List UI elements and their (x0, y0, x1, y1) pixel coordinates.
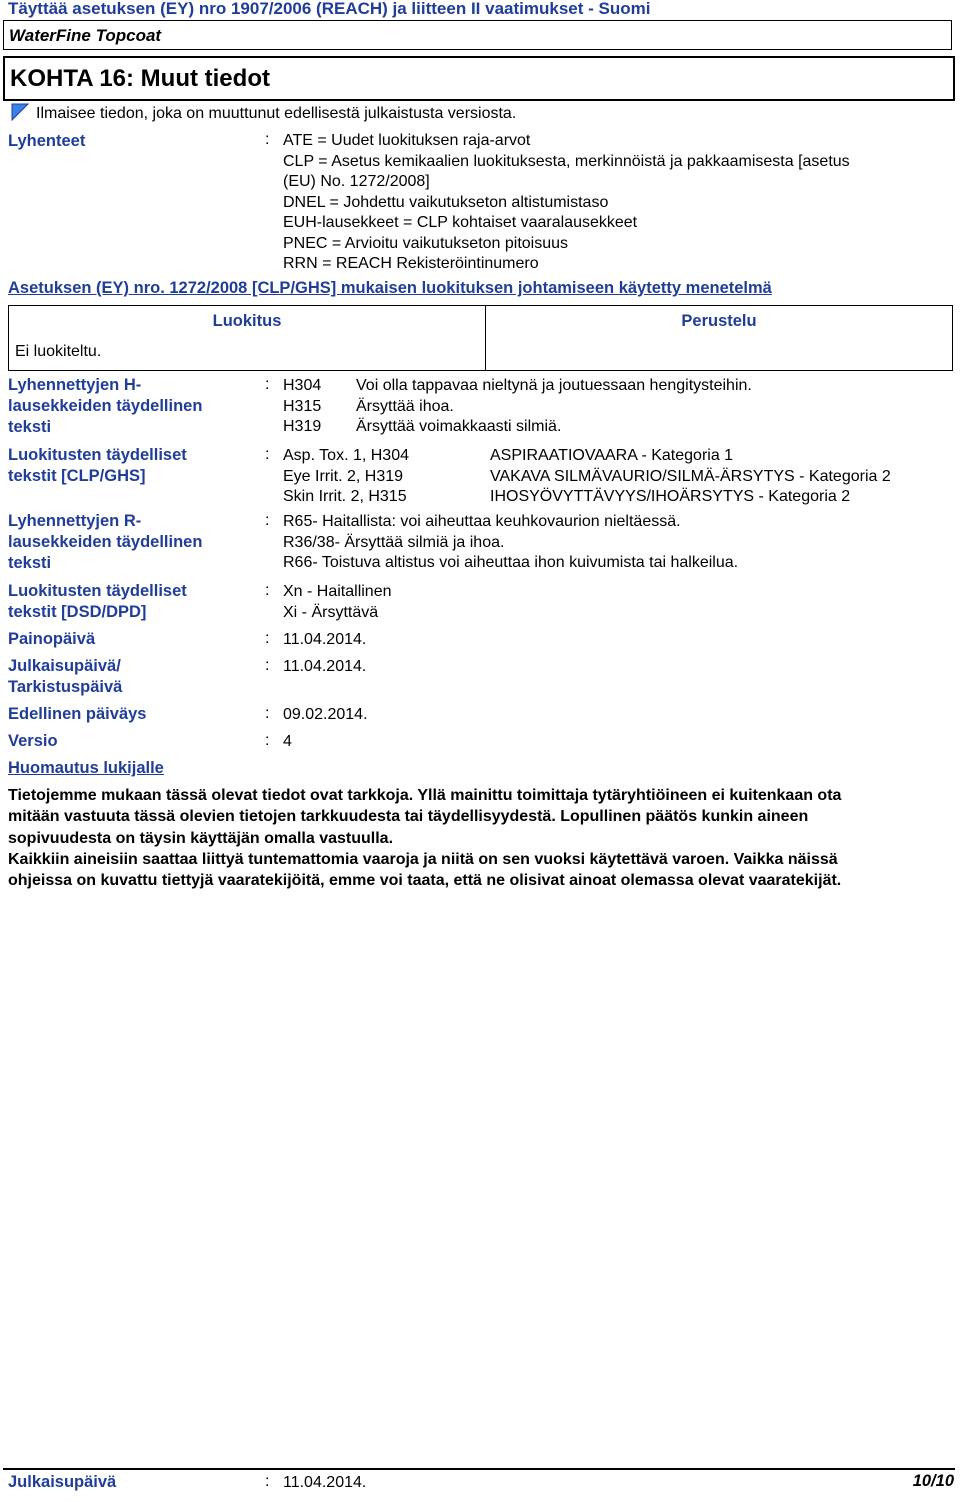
version-label: Versio (8, 732, 58, 750)
h-statements-label (8, 375, 202, 438)
page-number: 10/10 (912, 1472, 954, 1490)
abbreviation-line: PNEC = Arvioitu vaikutukseton pitoisuus (283, 234, 569, 252)
version-value: 4 (283, 733, 292, 750)
abbreviation-line: DNEL = Johdettu vaikutukseton altistumistaso (283, 193, 609, 211)
notice-line: Tietojemme mukaan tässä olevat tiedot ovat tarkkoja. Yllä mainittu toimittaja tytäryhtiöineen ei kuitenkaan ota (8, 787, 842, 804)
revision-marker-icon (11, 103, 29, 121)
previous-date-label: Edellinen päiväys (8, 705, 147, 723)
footer-date-label: Julkaisupäivä (8, 1473, 117, 1491)
method-heading: Asetuksen (EY) nro. 1272/2008 [CLP/GHS] mukaisen luokituksen johtamiseen käytetty menetelmä (8, 279, 772, 297)
revision-note: Ilmaisee tiedon, joka on muuttunut edellisestä julkaistusta versiosta. (36, 105, 517, 122)
notice-body (8, 785, 956, 891)
abbreviation-line: EUH-lausekkeet = CLP kohtaiset vaaralausekkeet (283, 214, 638, 231)
h-code: H304 (283, 377, 322, 394)
section-title-box (3, 56, 955, 101)
version-colon: : (265, 732, 270, 749)
r-statements-label (8, 511, 202, 574)
print-date-value: 11.04.2014. (283, 631, 367, 648)
product-name: WaterFine Topcoat (9, 26, 162, 45)
dsd-classifications-label (8, 581, 187, 623)
label-line: lausekkeiden täydellinen (8, 533, 203, 551)
label-line: Lyhennettyjen R- (8, 512, 142, 530)
print-date-label: Painopäivä (8, 630, 96, 648)
abbreviation-line: (EU) No. 1272/2008] (283, 173, 430, 190)
h-statements-colon: : (265, 376, 270, 393)
dsd-line: Xi - Ärsyttävä (283, 603, 379, 621)
method-table-col-classification (8, 305, 486, 371)
abbreviations-list (283, 131, 850, 275)
clp-code: Skin Irrit. 2, H315 (283, 488, 407, 505)
label-line: Julkaisupäivä/ (8, 657, 121, 675)
table-cell-classification: Ei luokiteltu. (15, 343, 102, 360)
h-text: Ärsyttää voimakkaasti silmiä. (356, 418, 562, 435)
table-header-classification: Luokitus (212, 312, 282, 330)
footer-date-value: 11.04.2014. (283, 1474, 367, 1491)
dsd-line: Xn - Haitallinen (283, 583, 392, 600)
print-date-colon: : (265, 630, 270, 647)
abbreviation-line: CLP = Asetus kemikaalien luokituksesta, merkinnöistä ja pakkaamisesta [asetus (283, 152, 850, 170)
table-header-justification: Perustelu (681, 312, 757, 330)
clp-classifications-label (8, 445, 187, 487)
r-statements-lines (283, 512, 738, 574)
h-text: Voi olla tappavaa nieltynä ja joutuessaan hengitysteihin. (356, 377, 752, 394)
label-line: tekstit [DSD/DPD] (8, 603, 147, 621)
h-statements-texts (356, 376, 752, 438)
abbreviations-colon: : (265, 131, 270, 148)
label-line: tekstit [CLP/GHS] (8, 467, 146, 485)
r-line: R36/38- Ärsyttää silmiä ja ihoa. (283, 533, 505, 551)
label-line: Luokitusten täydelliset (8, 446, 187, 464)
previous-date-value: 09.02.2014. (283, 706, 368, 723)
h-statements-codes (283, 376, 321, 438)
notice-line: Kaikkiin aineisiin saattaa liittyä tuntemattomia vaaroja ja niitä on sen vuoksi käytettävä varoen. Vaikka näissä (8, 850, 838, 868)
r-line: R65- Haitallista: voi aiheuttaa keuhkovaurion nieltäessä. (283, 513, 681, 530)
label-line: Luokitusten täydelliset (8, 582, 187, 600)
label-line: Lyhennettyjen H- (8, 376, 142, 394)
label-line: teksti (8, 554, 52, 572)
label-line: Tarkistuspäivä (8, 678, 123, 696)
clp-code: Eye Irrit. 2, H319 (283, 467, 404, 485)
notice-line: ohjeissa on kuvattu tiettyjä vaaratekijöitä, emme voi taata, että ne olisivat ainoat olemassa olevat vaaratekijät. (8, 872, 842, 890)
clp-text: ASPIRAATIOVAARA - Kategoria 1 (490, 447, 734, 464)
abbreviation-line: RRN = REACH Rekisteröintinumero (283, 255, 539, 272)
method-table-col-justification (485, 305, 953, 371)
r-line: R66- Toistuva altistus voi aiheuttaa ihon kuivumista tai halkeilua. (283, 554, 739, 571)
label-line: teksti (8, 418, 52, 436)
notice-line: sopivuudesta on täysin käyttäjän omalla vastuulla. (8, 829, 394, 847)
issue-date-label (8, 656, 122, 698)
notice-line: mitään vastuuta tässä olevien tietojen tarkkuudesta tai täydellisyydestä. Lopullinen päätös kunkin aineen (8, 808, 809, 826)
previous-date-colon: : (265, 705, 270, 722)
clp-code: Asp. Tox. 1, H304 (283, 447, 409, 464)
h-code: H315 (283, 397, 322, 415)
clp-text: IHOSYÖVYTTÄVYYS/IHOÄRSYTYS - Kategoria 2 (490, 488, 851, 505)
clp-classifications-colon: : (265, 446, 270, 463)
dsd-classifications-lines (283, 582, 392, 623)
clp-text: VAKAVA SILMÄVAURIO/SILMÄ-ÄRSYTYS - Kategoria 2 (490, 467, 891, 485)
clp-classifications-codes (283, 446, 409, 508)
abbreviations-label: Lyhenteet (8, 132, 86, 150)
r-statements-colon: : (265, 512, 270, 529)
product-name-box (3, 20, 952, 50)
clp-classifications-texts (490, 446, 891, 508)
issue-date-colon: : (265, 657, 270, 674)
footer-colon: : (265, 1473, 270, 1490)
abbreviation-line: ATE = Uudet luokituksen raja-arvot (283, 132, 531, 149)
footer-divider (3, 1468, 955, 1470)
h-code: H319 (283, 418, 322, 435)
notice-heading: Huomautus lukijalle (8, 759, 164, 777)
document-header-title: Täyttää asetuksen (EY) nro 1907/2006 (REACH) ja liitteen II vaatimukset - Suomi (8, 0, 651, 18)
issue-date-value: 11.04.2014. (283, 658, 367, 675)
section-title: KOHTA 16: Muut tiedot (10, 65, 270, 92)
label-line: lausekkeiden täydellinen (8, 397, 203, 415)
h-text: Ärsyttää ihoa. (356, 397, 454, 415)
dsd-classifications-colon: : (265, 582, 270, 599)
